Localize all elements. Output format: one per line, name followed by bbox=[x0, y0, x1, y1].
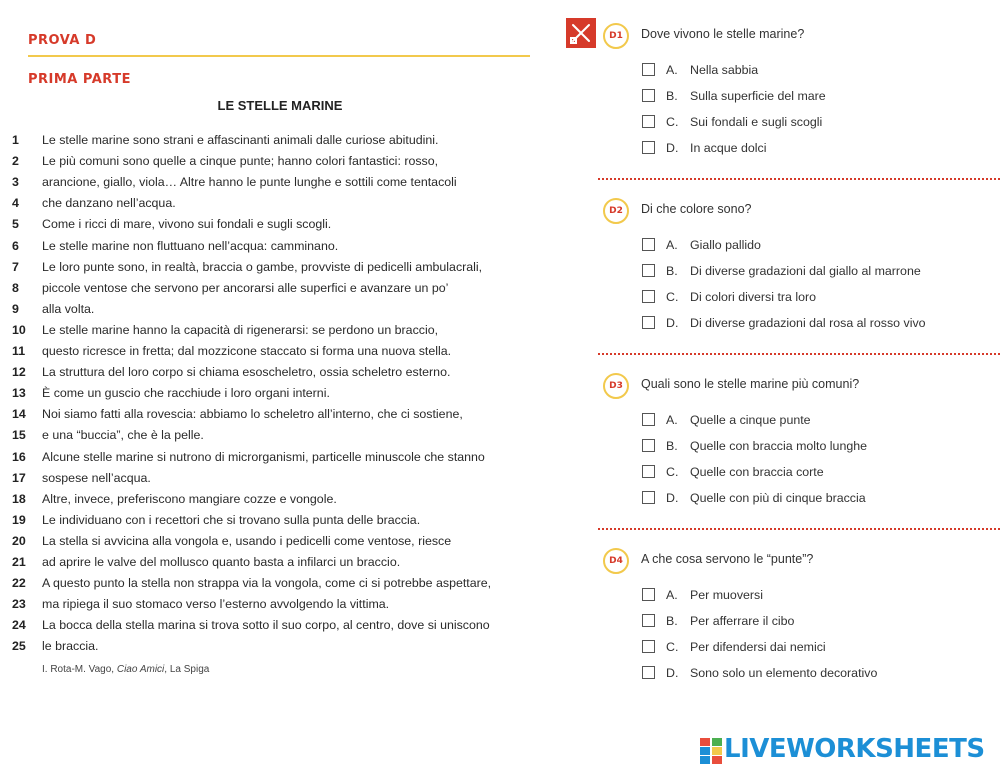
question-divider bbox=[598, 528, 1000, 530]
option-text: Sulla superficie del mare bbox=[690, 89, 826, 103]
line-number: 22 bbox=[12, 576, 26, 591]
question-text: Quali sono le stelle marine più comuni? bbox=[641, 377, 860, 391]
option-text: Quelle con braccia molto lunghe bbox=[690, 439, 868, 453]
option-letter: B. bbox=[666, 614, 678, 628]
passage-line bbox=[12, 257, 482, 277]
line-number: 10 bbox=[12, 322, 26, 337]
answer-checkbox[interactable] bbox=[642, 115, 655, 128]
source-credit bbox=[42, 664, 209, 675]
passage-line bbox=[12, 193, 176, 213]
passage-line bbox=[12, 151, 438, 171]
passage-line bbox=[12, 404, 463, 424]
credit-authors: I. Rota-M. Vago, bbox=[42, 664, 115, 675]
question-badge: D1 bbox=[603, 23, 629, 49]
option-letter: D. bbox=[666, 491, 679, 505]
line-number: 18 bbox=[12, 491, 26, 506]
option-text: In acque dolci bbox=[690, 141, 767, 155]
question-badge: D2 bbox=[603, 198, 629, 224]
line-number: 19 bbox=[12, 512, 26, 527]
line-text: ma ripiega il suo stomaco verso l’esterno avvolgendo la vittima. bbox=[42, 597, 390, 612]
line-number: 12 bbox=[12, 365, 26, 380]
passage-line bbox=[12, 341, 451, 361]
option-letter: D. bbox=[666, 316, 679, 330]
line-text: Le stelle marine non fluttuano nell’acqua: camminano. bbox=[42, 238, 339, 253]
line-text: alla volta. bbox=[42, 301, 95, 316]
option-text: Nella sabbia bbox=[690, 63, 759, 77]
option-text: Di colori diversi tra loro bbox=[690, 290, 817, 304]
line-text: arancione, giallo, viola… Altre hanno le punte lunghe e sottili come tentacoli bbox=[42, 175, 457, 190]
answer-checkbox[interactable] bbox=[642, 588, 655, 601]
credit-book: Ciao Amici bbox=[116, 664, 165, 675]
line-number: 14 bbox=[12, 407, 26, 422]
answer-option[interactable] bbox=[642, 665, 877, 681]
answer-option[interactable] bbox=[642, 412, 811, 428]
option-letter: B. bbox=[666, 264, 678, 278]
line-text: Le stelle marine sono strani e affascinanti animali dalle curiose abitudini. bbox=[42, 133, 439, 147]
option-text: Di diverse gradazioni dal giallo al marrone bbox=[690, 264, 921, 278]
option-letter: A. bbox=[666, 63, 678, 77]
answer-option[interactable] bbox=[642, 237, 761, 253]
line-number: 11 bbox=[12, 344, 26, 358]
option-text: Quelle a cinque punte bbox=[690, 413, 811, 427]
passage-line bbox=[12, 636, 98, 656]
passage-line bbox=[12, 489, 337, 509]
answer-option[interactable] bbox=[642, 62, 758, 78]
answer-option[interactable] bbox=[642, 140, 766, 156]
passage-line bbox=[12, 172, 457, 192]
line-text: È come un guscio che racchiude i loro organi interni. bbox=[42, 386, 330, 401]
passage-line bbox=[12, 447, 485, 467]
line-text: che danzano nell’acqua. bbox=[42, 196, 176, 211]
answer-checkbox[interactable] bbox=[642, 640, 655, 653]
section-divider bbox=[28, 55, 530, 57]
line-number: 13 bbox=[12, 386, 26, 401]
passage-line bbox=[12, 362, 450, 382]
question-divider bbox=[598, 178, 1000, 180]
option-letter: B. bbox=[666, 439, 678, 453]
line-text: le braccia. bbox=[42, 639, 99, 654]
answer-option[interactable] bbox=[642, 613, 794, 629]
line-text: e una “buccia”, che è la pelle. bbox=[42, 428, 204, 443]
answer-checkbox[interactable] bbox=[642, 439, 655, 452]
line-text: questo ricresce in fretta; dal mozzicone staccato si forma una nuova stella. bbox=[42, 344, 452, 358]
line-number: 24 bbox=[12, 618, 26, 633]
passage-line bbox=[12, 552, 400, 572]
line-number: 5 bbox=[12, 217, 19, 232]
line-number: 20 bbox=[12, 533, 26, 548]
line-number: 17 bbox=[12, 470, 26, 485]
option-text: Per muoversi bbox=[690, 588, 763, 602]
line-text: La stella si avvicina alla vongola e, usando i pedicelli come ventose, riesce bbox=[42, 533, 452, 548]
answer-checkbox[interactable] bbox=[642, 63, 655, 76]
answer-checkbox[interactable] bbox=[642, 491, 655, 504]
answer-checkbox[interactable] bbox=[642, 238, 655, 251]
passage-line bbox=[12, 425, 204, 445]
option-letter: D. bbox=[666, 666, 679, 680]
passage-line bbox=[12, 214, 331, 234]
line-text: ad aprire le valve del mollusco quanto basta a infilarci un braccio. bbox=[42, 555, 401, 569]
line-text: piccole ventose che servono per ancorarsi alle superfici e avanzare un po’ bbox=[42, 280, 449, 295]
line-text: Le più comuni sono quelle a cinque punte; hanno colori fantastici: rosso, bbox=[42, 154, 439, 169]
passage-line bbox=[12, 236, 338, 256]
option-text: Quelle con braccia corte bbox=[690, 465, 824, 479]
option-letter: D. bbox=[666, 141, 679, 155]
answer-option[interactable] bbox=[642, 490, 866, 506]
passage-line bbox=[12, 510, 420, 530]
answer-option[interactable] bbox=[642, 289, 816, 305]
option-letter: C. bbox=[666, 465, 679, 479]
passage-line bbox=[12, 594, 389, 614]
answer-checkbox[interactable] bbox=[642, 465, 655, 478]
passage-line bbox=[12, 130, 439, 150]
option-text: Per afferrare il cibo bbox=[690, 614, 795, 628]
line-number: 15 bbox=[12, 428, 26, 443]
option-text: Di diverse gradazioni dal rosa al rosso vivo bbox=[690, 316, 926, 330]
line-text: Le individuano con i recettori che si trovano sulla punta delle braccia. bbox=[42, 512, 421, 527]
answer-option[interactable] bbox=[642, 88, 826, 104]
question-badge: D3 bbox=[603, 373, 629, 399]
option-letter: A. bbox=[666, 238, 678, 252]
option-letter: C. bbox=[666, 290, 679, 304]
answer-checkbox[interactable] bbox=[642, 89, 655, 102]
passage-line bbox=[12, 299, 94, 319]
line-number: 8 bbox=[12, 280, 19, 295]
line-number: 21 bbox=[12, 555, 26, 569]
line-text: Come i ricci di mare, vivono sui fondali e sugli scogli. bbox=[42, 217, 332, 232]
question-text: Dove vivono le stelle marine? bbox=[641, 27, 805, 41]
line-number: 6 bbox=[12, 238, 19, 253]
line-text: sospese nell’acqua. bbox=[42, 470, 151, 485]
option-text: Quelle con più di cinque braccia bbox=[690, 491, 866, 505]
passage-line bbox=[12, 531, 451, 551]
liveworksheets-logo-icon bbox=[700, 738, 722, 769]
answer-checkbox[interactable] bbox=[642, 264, 655, 277]
question-divider bbox=[598, 353, 1000, 355]
answer-checkbox[interactable] bbox=[642, 614, 655, 627]
passage-line bbox=[12, 615, 490, 635]
option-text: Sui fondali e sugli scogli bbox=[690, 115, 823, 129]
passage-line bbox=[12, 573, 491, 593]
option-letter: C. bbox=[666, 115, 679, 129]
part-label: PRIMA PARTE bbox=[28, 72, 131, 87]
passage-line bbox=[12, 383, 330, 403]
question-badge: D4 bbox=[603, 548, 629, 574]
question-text: Di che colore sono? bbox=[641, 202, 752, 216]
answer-option[interactable] bbox=[642, 263, 921, 279]
option-letter: A. bbox=[666, 413, 678, 427]
line-number: 16 bbox=[12, 449, 26, 464]
option-text: Sono solo un elemento decorativo bbox=[690, 666, 878, 680]
passage-title: LE STELLE MARINE bbox=[217, 98, 343, 113]
answer-option[interactable] bbox=[642, 639, 826, 655]
line-text: A questo punto la stella non strappa via la vongola, come ci si potrebbe aspettare, bbox=[42, 576, 492, 591]
line-number: 1 bbox=[12, 133, 19, 147]
line-text: La bocca della stella marina si trova sotto il suo corpo, al centro, dove si uniscono bbox=[42, 618, 490, 633]
line-number: 2 bbox=[12, 154, 19, 169]
option-text: Per difendersi dai nemici bbox=[690, 640, 826, 654]
line-number: 25 bbox=[12, 639, 26, 654]
answer-option[interactable] bbox=[642, 587, 763, 603]
question-text: A che cosa servono le “punte”? bbox=[641, 552, 814, 566]
line-text: La struttura del loro corpo si chiama esoscheletro, ossia scheletro esterno. bbox=[42, 365, 451, 380]
answer-checkbox[interactable] bbox=[642, 141, 655, 154]
line-text: Noi siamo fatti alla rovescia: abbiamo lo scheletro all’interno, che ci sostiene, bbox=[42, 407, 463, 422]
answer-checkbox[interactable] bbox=[642, 316, 655, 329]
line-number: 7 bbox=[12, 259, 19, 274]
line-text: Alcune stelle marine si nutrono di microrganismi, particelle minuscole che stanno bbox=[42, 449, 485, 464]
line-text: Le loro punte sono, in realtà, braccia o gambe, provviste di pedicelli ambulacrali, bbox=[42, 259, 483, 274]
section-label: PROVA D bbox=[28, 33, 97, 48]
answer-checkbox[interactable] bbox=[642, 413, 655, 426]
passage-line bbox=[12, 468, 151, 488]
option-letter: B. bbox=[666, 89, 678, 103]
answer-option[interactable] bbox=[642, 438, 867, 454]
line-text: Le stelle marine hanno la capacità di rigenerarsi: se perdono un braccio, bbox=[42, 322, 439, 337]
answer-checkbox[interactable] bbox=[642, 290, 655, 303]
line-number: 4 bbox=[12, 196, 19, 211]
option-text: Giallo pallido bbox=[690, 238, 761, 252]
line-number: 3 bbox=[12, 175, 19, 190]
credit-publisher: , La Spiga bbox=[164, 664, 210, 675]
line-number: 23 bbox=[12, 597, 26, 612]
passage-line bbox=[12, 278, 448, 298]
line-number: 9 bbox=[12, 301, 19, 316]
answer-option[interactable] bbox=[642, 315, 926, 331]
option-letter: C. bbox=[666, 640, 679, 654]
liveworksheets-brand: LIVEWORKSHEETS bbox=[724, 734, 985, 764]
line-text: Altre, invece, preferiscono mangiare cozze e vongole. bbox=[42, 491, 337, 506]
passage-line bbox=[12, 320, 438, 340]
option-letter: A. bbox=[666, 588, 678, 602]
pencil-ruler-icon bbox=[566, 18, 596, 48]
answer-checkbox[interactable] bbox=[642, 666, 655, 679]
answer-option[interactable] bbox=[642, 114, 822, 130]
answer-option[interactable] bbox=[642, 464, 824, 480]
